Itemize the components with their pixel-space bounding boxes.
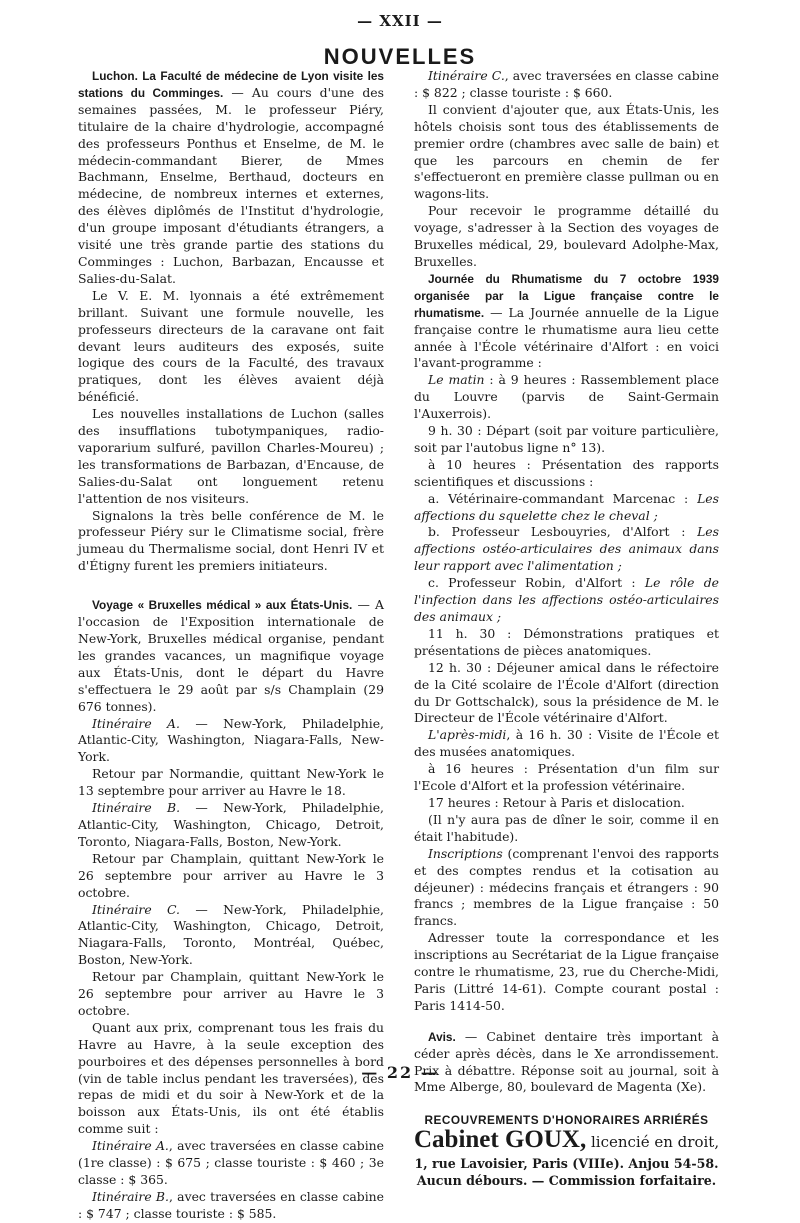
itinerary-c: Itinéraire C. — New-York, Philadelphie, Atlantic-City, Washington, Chicago, Detroit, Niagara-Falls, Toronto, Montréal, Québec, Boston, New-York.: [78, 901, 384, 968]
report-b: b. Professeur Lesbouyries, d'Alfort : Les affections ostéo-articulaires des animaux dans leur rapport avec l'alimentation ;: [414, 524, 719, 574]
right-column: [414, 68, 719, 1190]
ten-oclock-item: à 10 heures : Présentation des rapports scientifiques et discussions :: [414, 456, 719, 489]
report-a: a. Vétérinaire-commandant Marcenac : Les affections du squelette chez le cheval ;: [414, 490, 719, 523]
afternoon-item: L'après-midi, à 16 h. 30 : Visite de l'École et des musées anatomiques.: [414, 727, 719, 760]
left-column: [78, 68, 384, 1223]
advert-address: 1, rue Lavoisier, Paris (VIIIe). Anjou 54-58.: [414, 1156, 719, 1172]
report-c: c. Professeur Robin, d'Alfort : Le rôle de l'infection dans les affections ostéo-articulaires des animaux ;: [414, 575, 719, 624]
advert-cabinet-name: Cabinet GOUX,: [414, 1126, 587, 1154]
programme-paragraph: Pour recevoir le programme détaillé du voyage, s'adresser à la Section des voyages de Bruxelles médical, 29, boulevard Adolphe-Max, Bruxelles.: [414, 203, 719, 269]
notice-heading: Avis.: [428, 1029, 456, 1044]
luchon-paragraph-4: Signalons la très belle conférence de M. le professeur Piéry sur le Climatisme social, frère jumeau du Thermalisme social, dont Henri IV et d'Étigny furent les premiers initiateurs.: [78, 507, 384, 574]
luchon-heading: Luchon. La Faculté de médecine de Lyon visite les stations du Comminges.: [78, 69, 384, 100]
correspondence-item: Adresser toute la correspondance et les inscriptions au Secrétariat de la Ligue française contre le rhumatisme, 23, rue du Cherche-Midi, Paris (Littré 14-61). Compte courant postal : Paris 1414-50.: [414, 930, 719, 1013]
advert-name-line: Cabinet GOUX, licencié en droit,: [414, 1126, 720, 1154]
luchon-paragraph: Luchon. La Faculté de médecine de Lyon visite les stations du Comminges. — Au cours d'une des semaines passées, M. le professeur Piéry, titulaire de la chaire d'hydrologie, accompagné des professeurs Ponthus et Enselme, de M. le médecin-commandant Bierer, de Mmes Bachmann, Enselme, Berthaud, docteurs en médecine, de nombreux internes et externes, des élèves diplômés de l'Institut d'hydrologie, d'un groupe imposant d'étudiants étrangers, a visité une très grande partie des stations du Comminges : Luchon, Barbazan, Encausse et Salies-du-Salat.: [78, 69, 384, 286]
rheumatism-heading: Journée du Rhumatisme du 7 octobre 1939 organisée par la Ligue française contre le rhumatisme.: [414, 271, 719, 320]
departure-item: 9 h. 30 : Départ (soit par voiture particulière, soit par l'autobus ligne n° 13).: [414, 423, 719, 455]
lunch-item: 12 h. 30 : Déjeuner amical dans le réfectoire de la Cité scolaire de l'École d'Alfort (direction du Dr Gottschalck), sous la présidence de M. le Directeur de l'École vétérinaire d'Alfort.: [414, 659, 719, 726]
return-item: 17 heures : Retour à Paris et dislocation.: [428, 794, 685, 810]
notice-paragraph: Avis. — Cabinet dentaire très important à céder après décès, dans le Xe arrondissement. Prix à débattre. Réponse soit au journal, soit à Mme Alberge, 80, boulevard de Magenta (Xe).: [414, 1028, 719, 1095]
registration-item: Inscriptions (comprenant l'envoi des rapports et des comptes rendus et la cotisation au déjeuner) : médecins français et étrangers : 90 francs ; membres de la Ligue française : 50 francs.: [414, 845, 719, 929]
hotels-paragraph: Il convient d'ajouter que, aux États-Unis, les hôtels choisis sont tous des établissements de premier ordre (chambres avec salle de bain) et que les parcours en chemin de fer s'effectueront en première classe pullman ou en wagons-lits.: [414, 101, 719, 202]
morning-item: Le matin : à 9 heures : Rassemblement place du Louvre (parvis de Saint-Germain l'Auxerrois).: [414, 372, 719, 422]
price-paragraph: Quant aux prix, comprenant tous les frais du Havre au Havre, à la seule exception des pourboires et des dépenses personnelles à bord (vin de table inclus pendant les traversées), des repas de midi et du soir à New-York et de la boisson aux États-Unis, ils ont été établis comme suit :: [78, 1019, 384, 1137]
rheumatism-paragraph: Journée du Rhumatisme du 7 octobre 1939 organisée par la Ligue française contre le rhumatisme. — La Journée annuelle de la Ligue française contre le rhumatisme aura lieu cette année à l'École vétérinaire d'Alfort : en voici l'avant-programme :: [414, 271, 719, 371]
luchon-paragraph-2: Le V. E. M. lyonnais a été extrêmement brillant. Suivant une formule nouvelle, les professeurs directeurs de la caravane ont fait devant leurs auditeurs des exposés, suite logique des cours de la Faculté, des travaux pratiques, dont les élèves avaient déjà bénéficié.: [78, 287, 384, 405]
advert-title: RECOUVREMENTS D'HONORAIRES ARRIÉRÉS: [424, 1113, 709, 1128]
price-b: Itinéraire B., avec traversées en classe cabine : $ 747 ; classe touriste : $ 585.: [78, 1188, 384, 1221]
no-dinner-note: (Il n'y aura pas de dîner le soir, comme il en était l'habitude).: [414, 811, 719, 844]
advert-tagline: Aucun débours. — Commission forfaitaire.: [416, 1173, 717, 1189]
film-item: à 16 heures : Présentation d'un film sur l'Ecole d'Alfort et la profession vétérinaire.: [414, 761, 719, 794]
itinerary-a: Itinéraire A. — New-York, Philadelphie, Atlantic-City, Washington, Niagara-Falls, New-York.: [78, 715, 384, 765]
voyage-heading: Voyage « Bruxelles médical » aux États-Unis.: [92, 598, 353, 613]
itinerary-b: Itinéraire B. — New-York, Philadelphie, Atlantic-City, Washington, Chicago, Detroit, Toronto, Niagara-Falls, Boston, New-York.: [78, 800, 384, 849]
page-folio: — 22 —: [361, 1063, 439, 1082]
return-a: Retour par Normandie, quittant New-York le 13 septembre pour arriver au Havre le 18.: [78, 766, 384, 799]
return-b: Retour par Champlain, quittant New-York le 26 septembre pour arriver au Havre le 3 octobre.: [78, 850, 384, 900]
section-title: NOUVELLES: [323, 44, 477, 69]
eleven-item: 11 h. 30 : Démonstrations pratiques et présentations de pièces anatomiques.: [414, 625, 719, 658]
return-c: Retour par Champlain, quittant New-York le 26 septembre pour arriver au Havre le 3 octobre.: [78, 969, 384, 1018]
page-roman-number: — XXII —: [357, 12, 443, 30]
price-c: Itinéraire C., avec traversées en classe cabine : $ 822 ; classe touriste : $ 660.: [414, 68, 719, 100]
voyage-paragraph: Voyage « Bruxelles médical » aux États-Unis. — A l'occasion de l'Exposition internationale de New-York, Bruxelles médical organise, pendant les grandes vacances, un magnifique voyage aux États-Unis, dont le départ du Havre s'effectuera le 29 août par s/s Champlain (29 676 tonnes).: [78, 597, 384, 714]
price-a: Itinéraire A., avec traversées en classe cabine (1re classe) : $ 675 ; classe touriste : $ 460 ; 3e classe : $ 365.: [78, 1138, 384, 1187]
luchon-paragraph-3: Les nouvelles installations de Luchon (salles des insufflations tubotympaniques, radio-vaporarium sulfuré, pavillon Charles-Moureu) ; les transformations de Barbazan, d'Encause, de Salies-du-Salat ont longuement retenu l'attention de nos visiteurs.: [78, 406, 384, 506]
